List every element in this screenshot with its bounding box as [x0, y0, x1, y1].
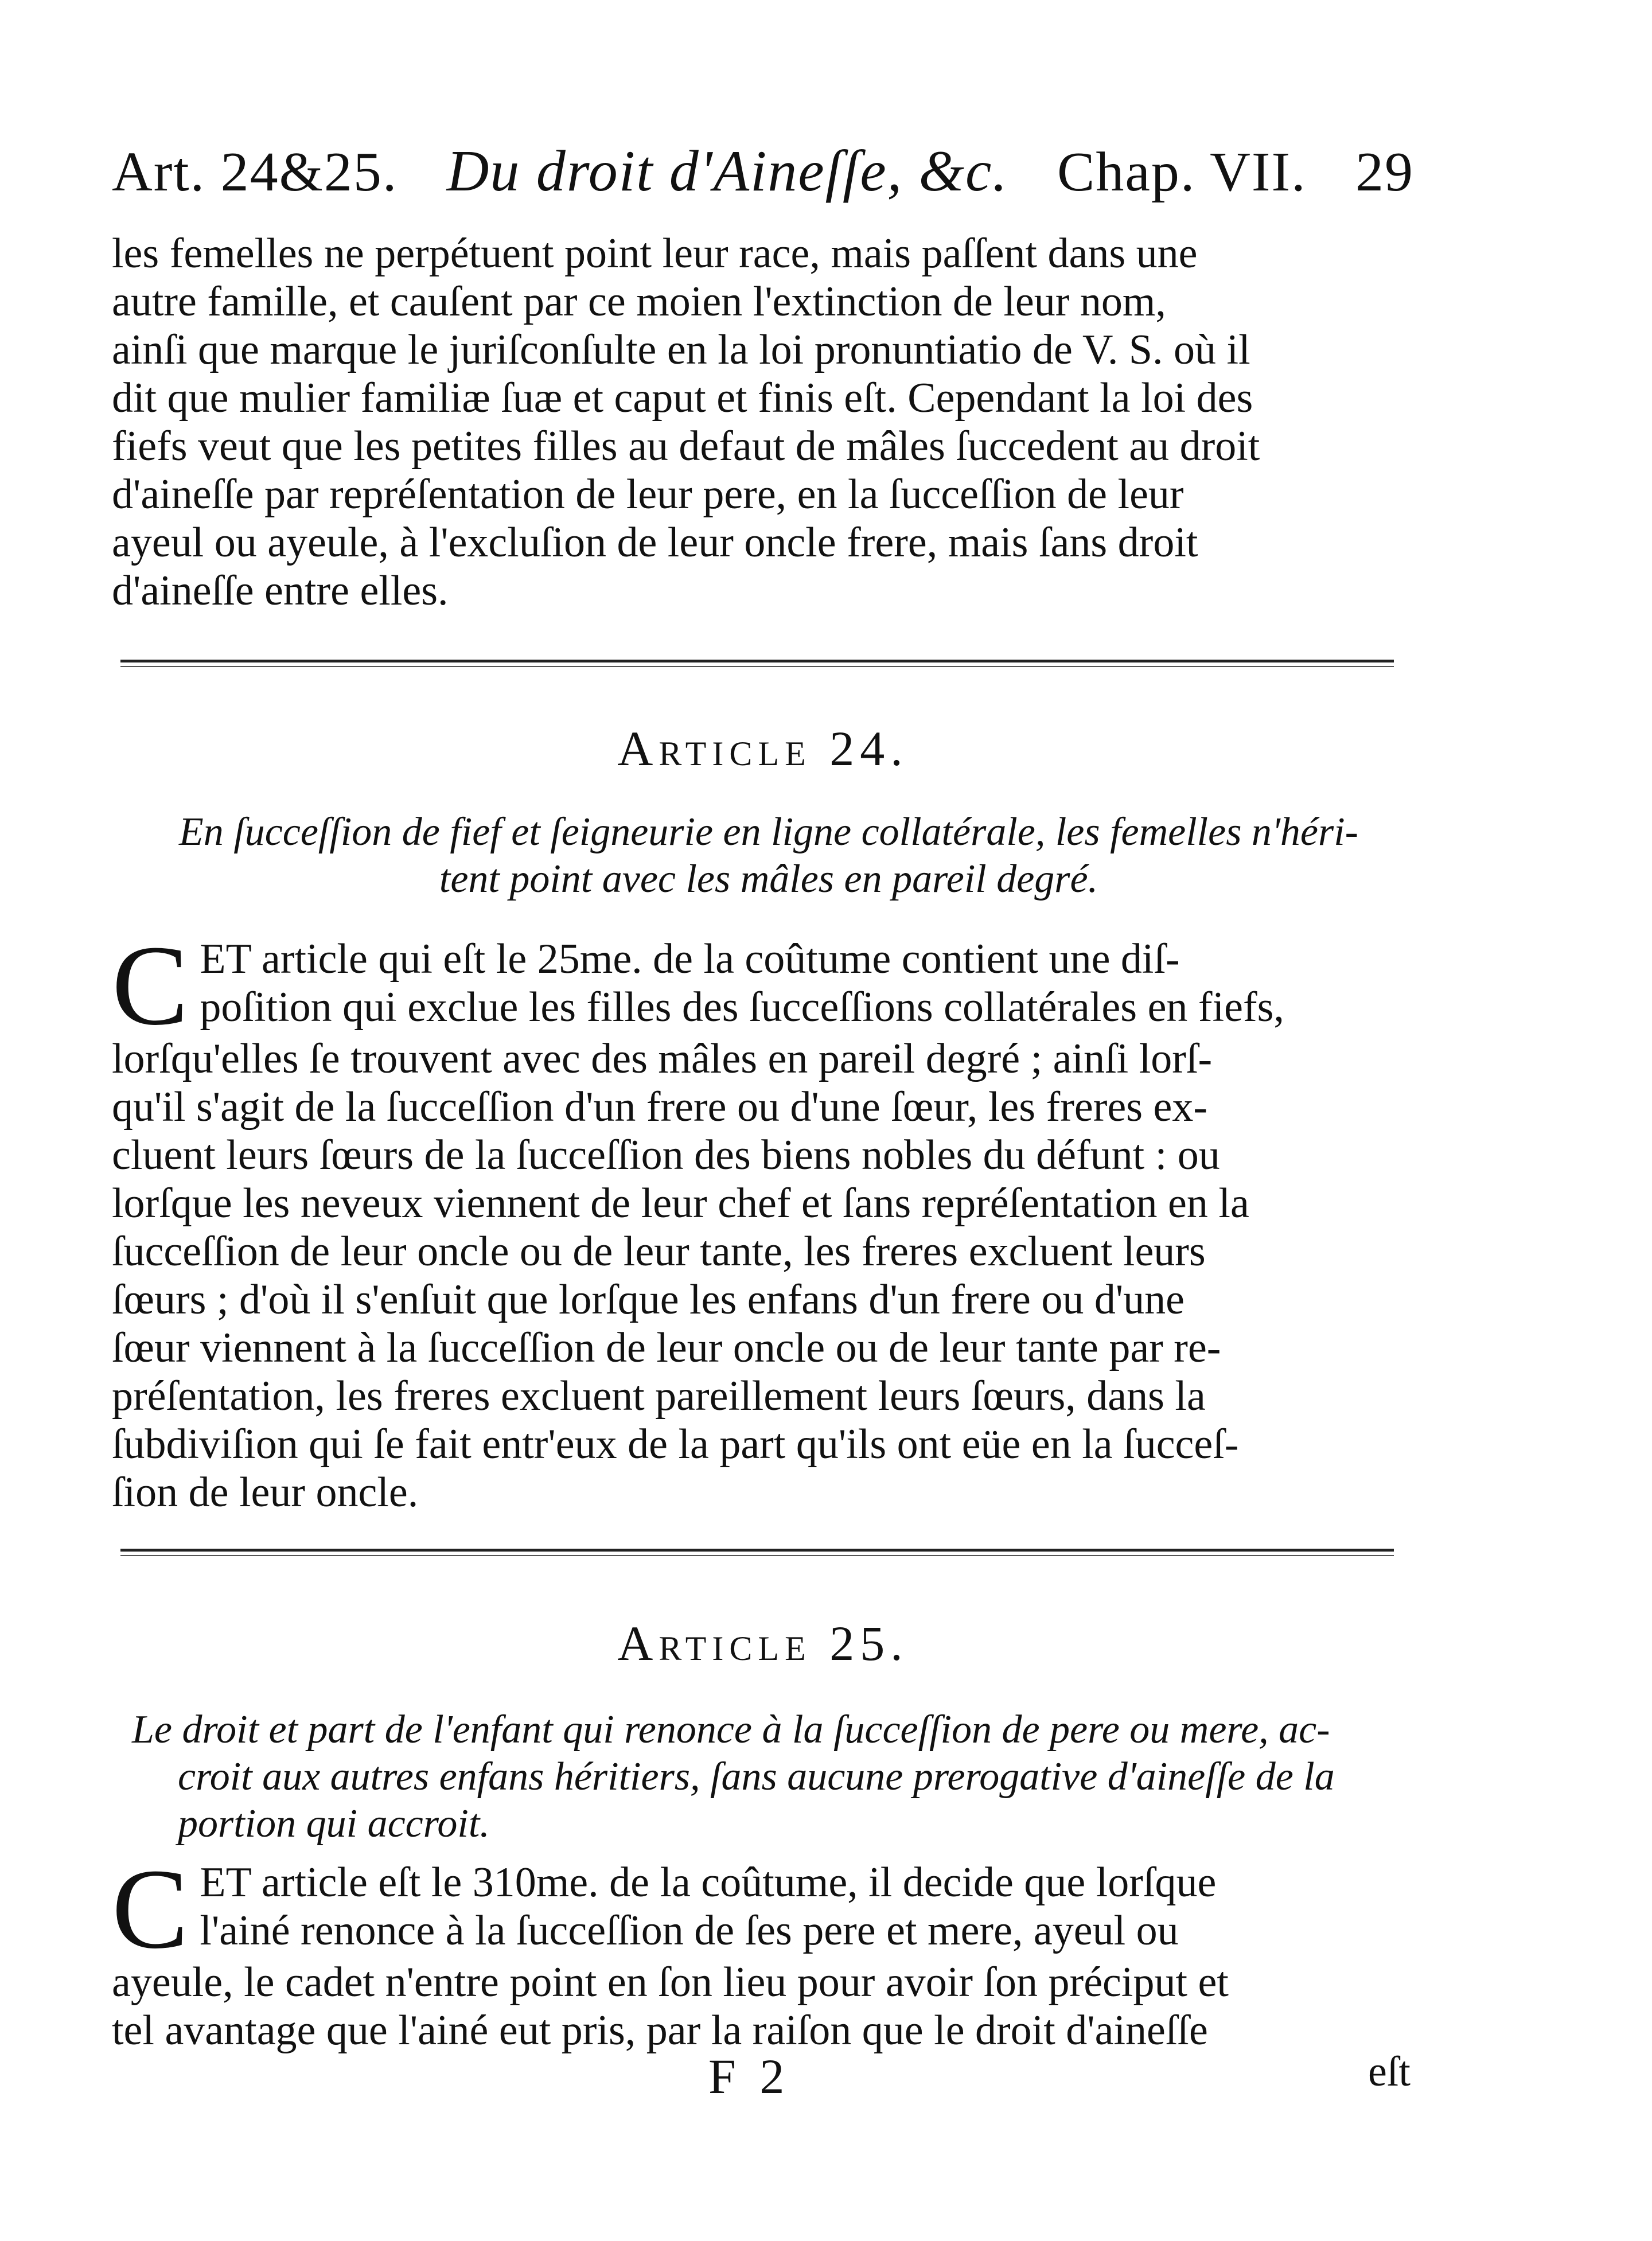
article-25-heading: Article 25. — [617, 1616, 909, 1671]
text-line: ſœurs ; d'où il s'enſuit que lorſque les enfans d'un frere ou d'une — [112, 1276, 1185, 1323]
text-line: l'ainé renonce à la ſucceſſion de ſes pere et mere, ayeul ou — [200, 1907, 1179, 1954]
catchword: eſt — [1368, 2048, 1411, 2095]
text-line: fiefs veut que les petites filles au defaut de mâles ſuccedent au droit — [112, 423, 1260, 470]
text-line: préſentation, les freres excluent pareillement leurs ſœurs, dans la — [112, 1373, 1206, 1420]
drop-cap: C — [112, 922, 189, 1049]
article-25-body — [112, 1846, 1414, 2055]
text-line: autre famille, et cauſent par ce moien l'extinction de leur nom, — [112, 278, 1166, 325]
text-line: dit que mulier familiæ ſuæ et caput et finis eſt. Cependant la loi des — [112, 375, 1253, 422]
text-line: ſion de leur oncle. — [112, 1469, 419, 1516]
running-head-title: Du droit d'Aineſſe, &c. — [446, 139, 1008, 204]
text-line: lorſque les neveux viennent de leur chef et ſans repréſentation en la — [112, 1180, 1249, 1227]
section-rule — [120, 660, 1394, 667]
text-line: d'aineſſe par repréſentation de leur pere, en la ſucceſſion de leur — [112, 471, 1184, 518]
article-24-summary — [126, 809, 1411, 903]
article-24-heading: Article 24. — [617, 721, 909, 776]
running-head — [112, 138, 1414, 212]
text-line: poſition qui exclue les filles des ſucceſſions collatérales en fiefs, — [200, 984, 1284, 1031]
article-25-summary — [132, 1706, 1417, 1848]
text-line: d'aineſſe entre elles. — [112, 567, 449, 614]
running-head-articles: Art. 24&25. — [112, 141, 398, 203]
summary-line: En ſucceſſion de fief et ſeigneurie en ligne collatérale, les femelles n'héri- — [179, 810, 1358, 854]
text-line: lorſqu'elles ſe trouvent avec des mâles en pareil degré ; ainſi lorſ- — [112, 1035, 1213, 1082]
text-line: tel avantage que l'ainé eut pris, par la raiſon que le droit d'aineſſe — [112, 2007, 1208, 2054]
signature-mark: F 2 — [708, 2049, 790, 2104]
summary-line: croit aux autres enfans héritiers, ſans aucune prerogative d'aineſſe de la — [178, 1755, 1335, 1799]
text-line: ayeul ou ayeule, à l'excluſion de leur oncle frere, mais ſans droit — [112, 519, 1198, 566]
text-line: ſucceſſion de leur oncle ou de leur tante, les freres excluent leurs — [112, 1228, 1206, 1275]
text-line: ainſi que marque le juriſconſulte en la loi pronuntiatio de V. S. où il — [112, 326, 1250, 373]
text-line: les femelles ne perpétuent point leur race, mais paſſent dans une — [112, 230, 1198, 277]
summary-line: Le droit et part de l'enfant qui renonce à la ſucceſſion de pere ou mere, ac- — [132, 1708, 1330, 1752]
text-line: ſubdiviſion qui ſe fait entr'eux de la part qu'ils ont eüe en la ſucceſ- — [112, 1421, 1239, 1468]
text-line: qu'il s'agit de la ſucceſſion d'un frere ou d'une ſœur, les freres ex- — [112, 1084, 1207, 1131]
article-24-body — [112, 922, 1414, 1517]
summary-line: tent point avec les mâles en pareil degré. — [439, 857, 1098, 901]
drop-cap: C — [112, 1846, 189, 1973]
section-rule — [120, 1549, 1394, 1556]
text-line: ET article eſt le 310me. de la coûtume, il decide que lorſque — [200, 1859, 1217, 1906]
text-line: ET article qui eſt le 25me. de la coûtume contient une diſ- — [200, 936, 1180, 983]
text-line: ayeule, le cadet n'entre point en ſon lieu pour avoir ſon préciput et — [112, 1959, 1229, 2006]
continuation-paragraph — [112, 229, 1414, 615]
text-line: cluent leurs ſœurs de la ſucceſſion des biens nobles du défunt : ou — [112, 1132, 1220, 1179]
running-head-chapter: Chap. VII. — [1057, 141, 1307, 203]
page-number: 29 — [1355, 141, 1414, 203]
text-line: ſœur viennent à la ſucceſſion de leur oncle ou de leur tante par re- — [112, 1324, 1221, 1371]
summary-line: portion qui accroit. — [178, 1802, 490, 1846]
